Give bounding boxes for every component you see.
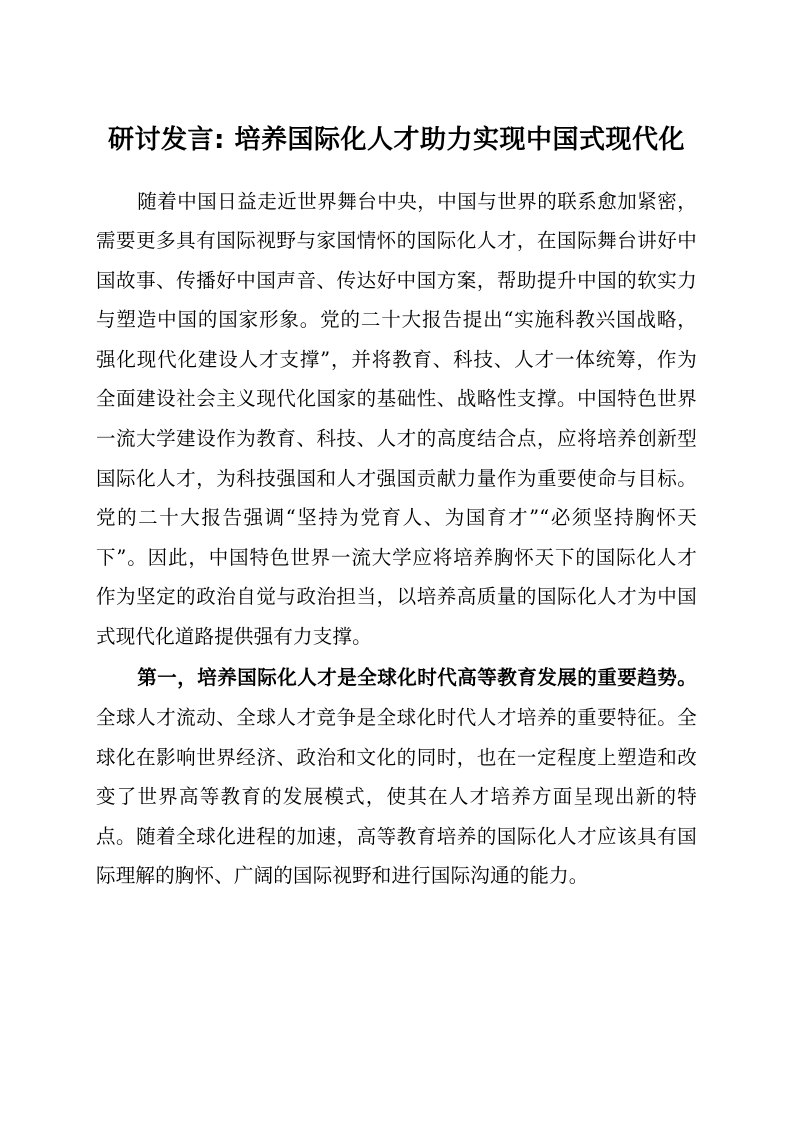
page-title: 研讨发言: 培养国际化人才助力实现中国式现代化 bbox=[108, 125, 685, 155]
paragraph-1 bbox=[96, 182, 697, 657]
paragraph-1-text: 随着中国日益走近世界舞台中央，中国与世界的联系愈加紧密，需要更多具有国际视野与家国情怀的国际化人才，在国际舞台讲好中国故事、传播好中国声音、传达好中国方案，帮助提升中国的软实力与塑造中国的国家形象。党的二十大报告提出“实施科教兴国战略，强化现代化建设人才支撑”，并将教育、科技、人才一体统筹，作为全面建设社会主义现代化国家的基础性、战略性支撑。中国特色世界一流大学建设作为教育、科技、人才的高度结合点，应将培养创新型国际化人才，为科技强国和人才强国贡献力量作为重要使命与目标。党的二十大报告强调“坚持为党育人、为国育才”“必须坚持胸怀天下”。因此，中国特色世界一流大学应将培养胸怀天下的国际化人才作为坚定的政治自觉与政治担当，以培养高质量的国际化人才为中国式现代化道路提供强有力支撑。 bbox=[96, 189, 697, 648]
paragraph-2-bold-lead: 第一，培养国际化人才是全球化时代高等教育发展的重要趋势。 bbox=[136, 666, 697, 690]
paragraph-2 bbox=[96, 658, 697, 895]
paragraph-2-text: 全球人才流动、全球人才竞争是全球化时代人才培养的重要特征。全球化在影响世界经济、政治和文化的同时，也在一定程度上塑造和改变了世界高等教育的发展模式，使其在人才培养方面呈现出新的特点。随着全球化进程的加速，高等教育培养的国际化人才应该具有国际理解的胸怀、广阔的国际视野和进行国际沟通的能力。 bbox=[96, 706, 697, 888]
